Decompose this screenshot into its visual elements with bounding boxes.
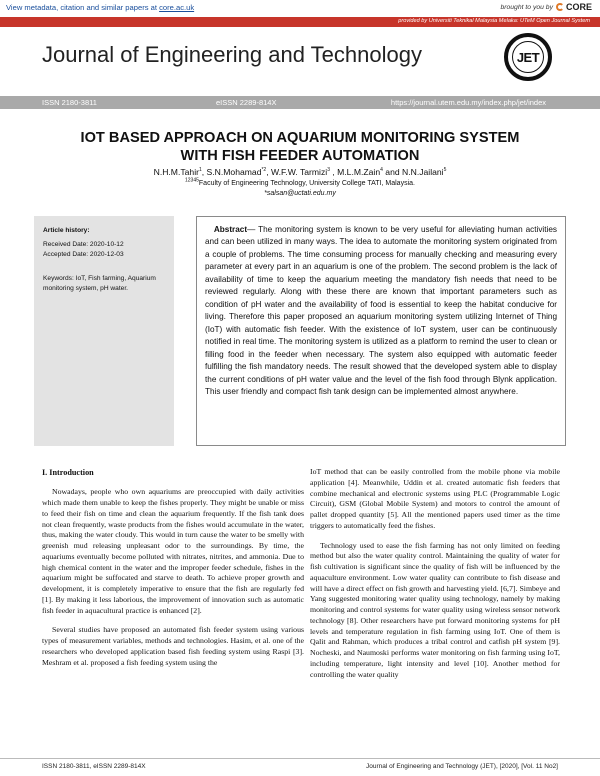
metadata-link[interactable] bbox=[6, 3, 194, 12]
author-name: M.L.M.Zain bbox=[337, 167, 381, 177]
issn: ISSN 2180-3811 bbox=[42, 98, 97, 107]
author-separator: , bbox=[329, 167, 338, 177]
jet-logo-ring bbox=[512, 41, 544, 73]
author-separator: and bbox=[382, 167, 403, 177]
core-logo-icon bbox=[556, 3, 564, 11]
core-badge[interactable] bbox=[500, 2, 592, 12]
eissn: eISSN 2289-814X bbox=[216, 98, 277, 107]
paper-title-line-2: WITH FISH FEEDER AUTOMATION bbox=[180, 148, 420, 164]
author-separator: , bbox=[266, 167, 271, 177]
footer-issn: ISSN 2180-3811, eISSN 2289-814X bbox=[42, 763, 146, 770]
body-right-column bbox=[310, 467, 560, 689]
journal-title: Journal of Engineering and Technology bbox=[42, 42, 422, 67]
author-name: N.N.Jailani bbox=[402, 167, 444, 177]
abstract-box bbox=[196, 216, 566, 446]
author-name: W.F.W. Tarmizi bbox=[271, 167, 328, 177]
brought-by-text: brought to you by bbox=[500, 3, 553, 11]
author-list bbox=[0, 167, 600, 177]
author-sup: 4 bbox=[380, 167, 383, 174]
article-info-box bbox=[34, 216, 174, 446]
affiliation-sup: 12345 bbox=[185, 177, 199, 184]
intro-paragraph-2: Several studies have proposed an automated fish feeder system using various types of measurement variables, methods and technologies. Hasim, et al. one of the researchers who developed application based fish feeding system using Raspi [3]. Meshram et al. proposed a fish feeding system using the bbox=[42, 625, 304, 667]
article-history-heading: Article history: bbox=[43, 227, 90, 234]
keywords: Keywords: IoT, Fish farming, Aquarium monitoring system, pH water. bbox=[43, 274, 156, 293]
provider-bar bbox=[0, 17, 600, 27]
abstract-dash: — bbox=[247, 225, 259, 234]
author-separator: , bbox=[201, 167, 207, 177]
paper-title-line-1: IOT BASED APPROACH ON AQUARIUM MONITORING SYSTEM bbox=[80, 130, 520, 146]
author-sup: 3 bbox=[327, 167, 330, 174]
intro-paragraph-3: IoT method that can be easily controlled from the mobile phone via mobile application [4]. Meanwhile, Uddin et al. created automatic fish feeders that combine mechanical and electronic systems using PLC (Programmable Logic Circuit), GSM (Global Mobile System) and motors to control the amount of pallet dropped quantity [5]. All the mentioned papers used timer as the time triggers to automatically feed the fishes. bbox=[310, 467, 560, 530]
abstract-label: Abstract bbox=[213, 225, 248, 234]
affiliation bbox=[0, 177, 600, 187]
author-sup: 1 bbox=[198, 167, 202, 174]
received-date: Received Date: 2020-10-12 bbox=[43, 240, 124, 248]
accepted-date: Accepted Date: 2020-12-03 bbox=[43, 251, 124, 259]
core-logo[interactable] bbox=[556, 2, 592, 12]
author-sup: 5 bbox=[443, 167, 447, 174]
issn-bar bbox=[0, 96, 600, 109]
author-name: N.H.M.Tahir bbox=[153, 167, 199, 177]
author-name: S.N.Mohamad bbox=[206, 167, 262, 177]
body-left-column bbox=[42, 467, 304, 677]
abstract-text: The monitoring system is known to be very useful for alleviating human activities and can been utilized in many ways. The idea to automate the monitoring system originated from a couple of problems. The time consuming process for manually checking and measuring every parameter at every part in an aquarium is one of the problem. The second problem is the lack of availability of time to keep the aquarium meeting the mandatory fish needs that need to be reviewed regularly. Along with these there are known that important parameters such as condition of pH water and the availability of food is essential to keep the habitat conducive for living. Therefore this paper proposed an aquarium monitoring system utilizing Internet of Thing (IoT) with automatic fish feeder. With the existence of IoT system, user can be continuously notified in real time. The monitoring system is utilized as a platform to remind the user to clean or filling food in the feeder when necessary. The system also equipped with automatic feeder fulfilling the fish mandatory needs. The result showed that the developed system able to display the current conditions of pH water value and the level of the fish food through Blynk application. This user friendly and compact fish tank design can be implemented almost anywhere. bbox=[205, 225, 557, 397]
page-footer bbox=[0, 758, 600, 772]
affiliation-text: Faculty of Engineering Technology, University College TATI, Malaysia. bbox=[198, 180, 415, 187]
intro-paragraph-4: Technology used to ease the fish farming has not only limited on feeding method but also the water quality control. Maintaining the quality of water for fish cultivation is significant since the quality of fish will be influenced by the aquaculture environment. Low water quality can contribute to fish disease and will have a direct effect on fish growth and harvesting yield. [6,7]. Simbeye and Yang suggested monitoring water quality using technology, namely by making monitoring and control systems for water quality using wireless sensor network technology [8]. Other researchers have put forward monitoring systems for pH levels and temperature regulation in fish farming using IoT. One of them is Qalit and Rahman, which produces a tribal control and catfish pH system [9]. Nocheski, and Naumoski performs water monitoring on fish farming using IoT, including temperature, light intensity and level [10]. Another method for controlling the water quality bbox=[310, 540, 560, 679]
jet-logo-text: JET bbox=[516, 49, 540, 65]
core-site-link[interactable]: core.ac.uk bbox=[159, 3, 195, 12]
provider-text: provided by Universiti Teknikal Malaysia Melaka: UTeM Open Journal System bbox=[398, 18, 590, 24]
footer-citation: Journal of Engineering and Technology (JET), [2020], [Vol. 11 No2] bbox=[366, 763, 558, 770]
section-heading-introduction: I. Introduction bbox=[42, 468, 94, 477]
core-topbar bbox=[0, 0, 600, 16]
author-sup: *2 bbox=[261, 167, 267, 174]
jet-logo bbox=[504, 33, 552, 81]
corresponding-email[interactable]: *salsan@uctati.edu.my bbox=[264, 190, 336, 197]
journal-url[interactable]: https://journal.utem.edu.my/index.php/jet/index bbox=[390, 98, 546, 107]
intro-paragraph-1: Nowadays, people who own aquariums are preoccupied with daily activities which made them unable to keep the fishes properly. They might be unable or miss to feed their fish on time and clean the aquarium frequently. If the fish tank does not clean frequently, waste products from the fishes would accumulate in the water, thus, making the water cloudy. This would in turn cause the water to be smelly with greenish mud releasing unpleasant odor to the surroundings. By time, the aquariums eventually become polluted with nitrates, nitrites, and ammonia. Due to high chemical content in the water and the improper feeder schedule, fishes in the aquarium might be suffocated and starve to death. To achieve proper growth and development, it is completely imperative to ensure that the fish are regularly fed [1]. By making it less laborious, the improvement of innovation such as automatic fish feeder in aquacultural practice is enhanced [2]. bbox=[42, 487, 304, 615]
core-label: CORE bbox=[565, 2, 592, 12]
metadata-link-prefix: View metadata, citation and similar papers at bbox=[6, 3, 160, 12]
